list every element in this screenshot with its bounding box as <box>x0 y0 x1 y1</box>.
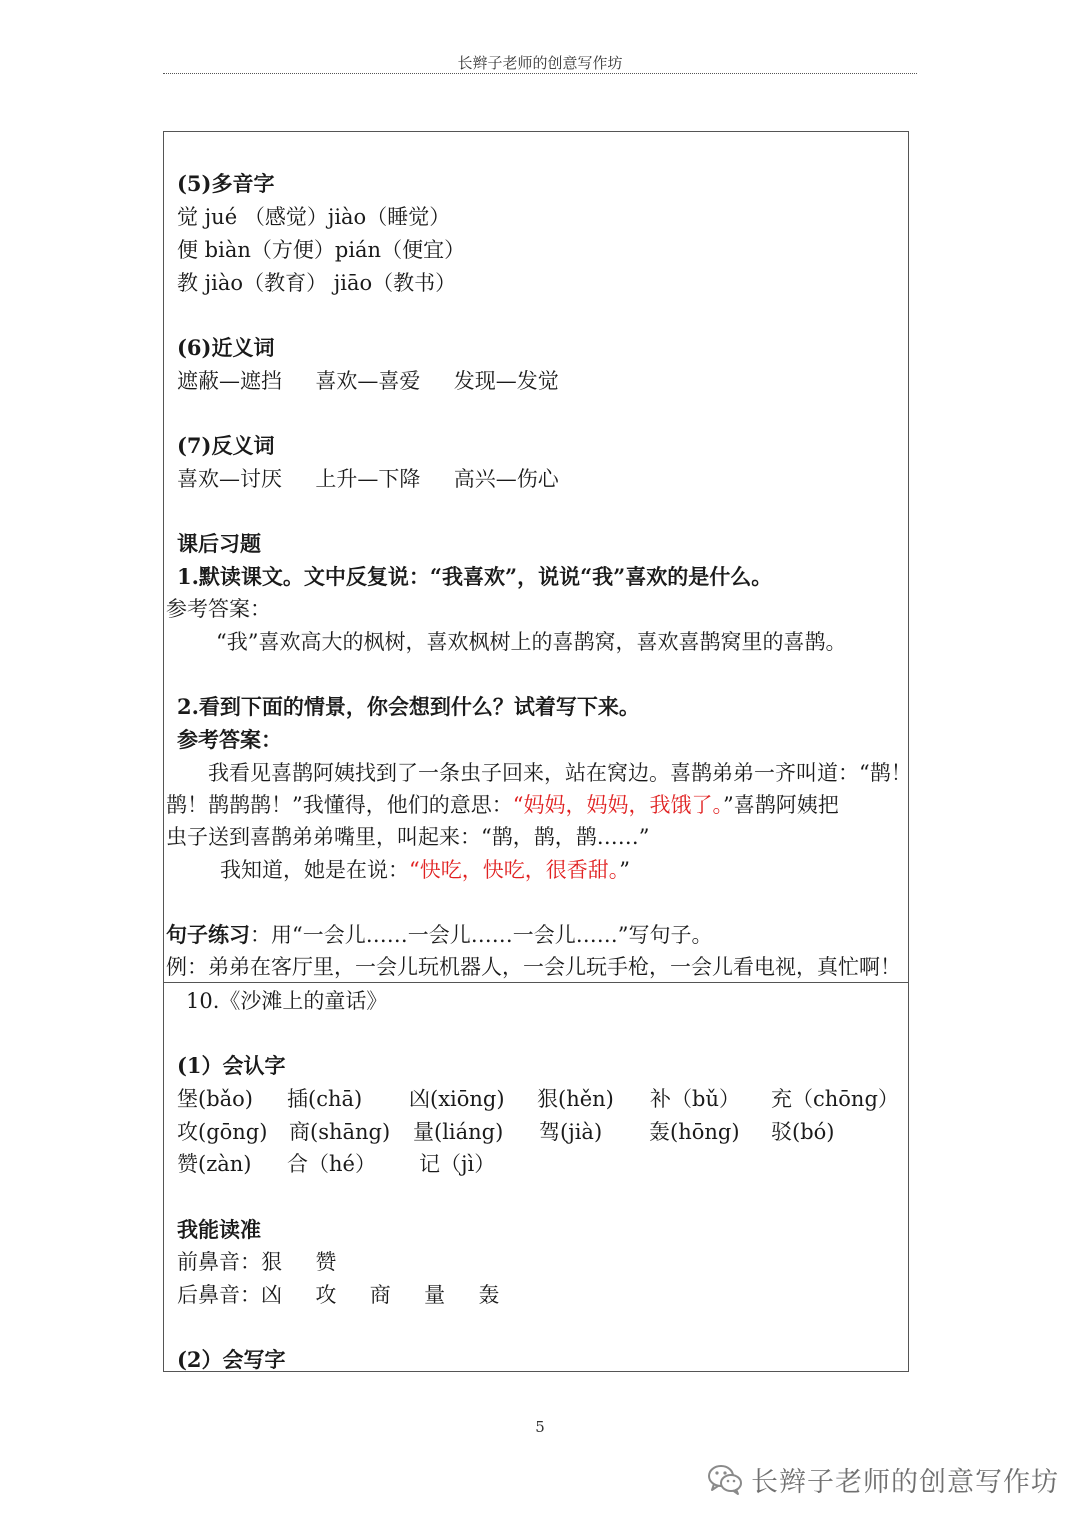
polyphone-line: 教 jiào（教育） jiāo（教书） <box>177 271 457 295</box>
question-2: 2.看到下面的情景，你会想到什么？试着写下来。 <box>177 694 640 719</box>
synonyms-heading: (6)近义词 <box>177 335 275 360</box>
content-table <box>163 131 912 1372</box>
answer-2-text: 我知道，她是在说： <box>220 858 409 882</box>
front-nasal-line: 前鼻音：狠 赞 <box>177 1250 337 1274</box>
recognize-char: 凶(xiōng) <box>409 1087 505 1111</box>
answer-2-highlight: “快吃，快吃，很香甜。 <box>409 858 620 882</box>
recognize-char: 插(chā) <box>287 1087 363 1111</box>
table-row-divider <box>164 982 908 983</box>
recognize-char: 量(liáng) <box>413 1120 504 1144</box>
answer-label: 参考答案： <box>166 597 271 621</box>
recognize-char: 狠(hěn) <box>537 1087 614 1111</box>
recognize-char: 充（chōng） <box>771 1087 899 1111</box>
antonyms-heading: (7)反义词 <box>177 433 275 458</box>
polyphone-line: 觉 jué （感觉）jiào（睡觉） <box>177 205 451 229</box>
back-nasal-line: 后鼻音：凶 攻 商 量 轰 <box>177 1283 500 1307</box>
read-correctly-heading: 我能读准 <box>177 1217 261 1242</box>
recognize-heading: (1）会认字 <box>177 1053 286 1078</box>
answer-2-line <box>220 857 630 883</box>
page-header-title: 长辫子老师的创意写作坊 <box>457 54 623 72</box>
polyphone-heading: (5)多音字 <box>177 171 275 196</box>
answer-2-line: 我看见喜鹊阿姨找到了一条虫子回来，站在窝边。喜鹊弟弟一齐叫道：“鹊！ <box>208 761 912 785</box>
answer-2-text: ” <box>619 858 630 882</box>
recognize-char: 攻(gōng) <box>177 1120 268 1144</box>
answer-2-text: ”喜鹊阿姨把 <box>722 793 839 817</box>
answer-1: “我”喜欢高大的枫树，喜欢枫树上的喜鹊窝，喜欢喜鹊窝里的喜鹊。 <box>216 630 847 654</box>
watermark <box>705 1457 1059 1501</box>
answer-2-text: 鹊！鹊鹊鹊！”我懂得，他们的意思： <box>166 793 513 817</box>
answer-2-line <box>166 792 839 818</box>
recognize-char: 合（hé） <box>287 1152 376 1176</box>
recognize-char: 商(shāng) <box>289 1120 391 1144</box>
question-1: 1.默读课文。文中反复说：“我喜欢”，说说“我”喜欢的是什么。 <box>177 564 773 589</box>
exercises-heading: 课后习题 <box>177 531 261 556</box>
sentence-practice-label: 句子练习 <box>166 922 250 947</box>
polyphone-line: 便 biàn（方便）pián（便宜） <box>177 238 466 262</box>
recognize-char: 驾(jià) <box>539 1120 603 1144</box>
recognize-char: 赞(zàn) <box>177 1152 252 1176</box>
sentence-practice-text: ：用“一会儿……一会儿……一会儿……”写句子。 <box>250 923 713 947</box>
page-number: 5 <box>535 1418 545 1436</box>
header-divider <box>163 73 917 74</box>
lesson-10-title: 10.《沙滩上的童话》 <box>186 989 388 1013</box>
synonyms-line: 遮蔽—遮挡 喜欢—喜爱 发现—发觉 <box>177 369 559 393</box>
answer-2-highlight: “妈妈，妈妈，我饿了。 <box>512 793 723 817</box>
write-heading: (2）会写字 <box>177 1347 286 1372</box>
recognize-char: 轰(hōng) <box>649 1120 740 1144</box>
antonyms-line: 喜欢—讨厌 上升—下降 高兴—伤心 <box>177 467 559 491</box>
wechat-icon <box>705 1459 745 1499</box>
sentence-example: 例：弟弟在客厅里，一会儿玩机器人，一会儿玩手枪，一会儿看电视，真忙啊！ <box>166 955 901 979</box>
sentence-practice <box>166 922 712 948</box>
recognize-char: 补（bǔ） <box>650 1087 740 1111</box>
watermark-text: 长辫子老师的创意写作坊 <box>751 1466 1059 1498</box>
recognize-char: 堡(bǎo) <box>177 1087 253 1111</box>
answer-label: 参考答案： <box>177 727 282 752</box>
answer-2-line: 虫子送到喜鹊弟弟嘴里，叫起来：“鹊，鹊，鹊……” <box>166 825 650 849</box>
recognize-char: 驳(bó) <box>771 1120 835 1144</box>
recognize-char: 记（jì） <box>419 1152 496 1176</box>
